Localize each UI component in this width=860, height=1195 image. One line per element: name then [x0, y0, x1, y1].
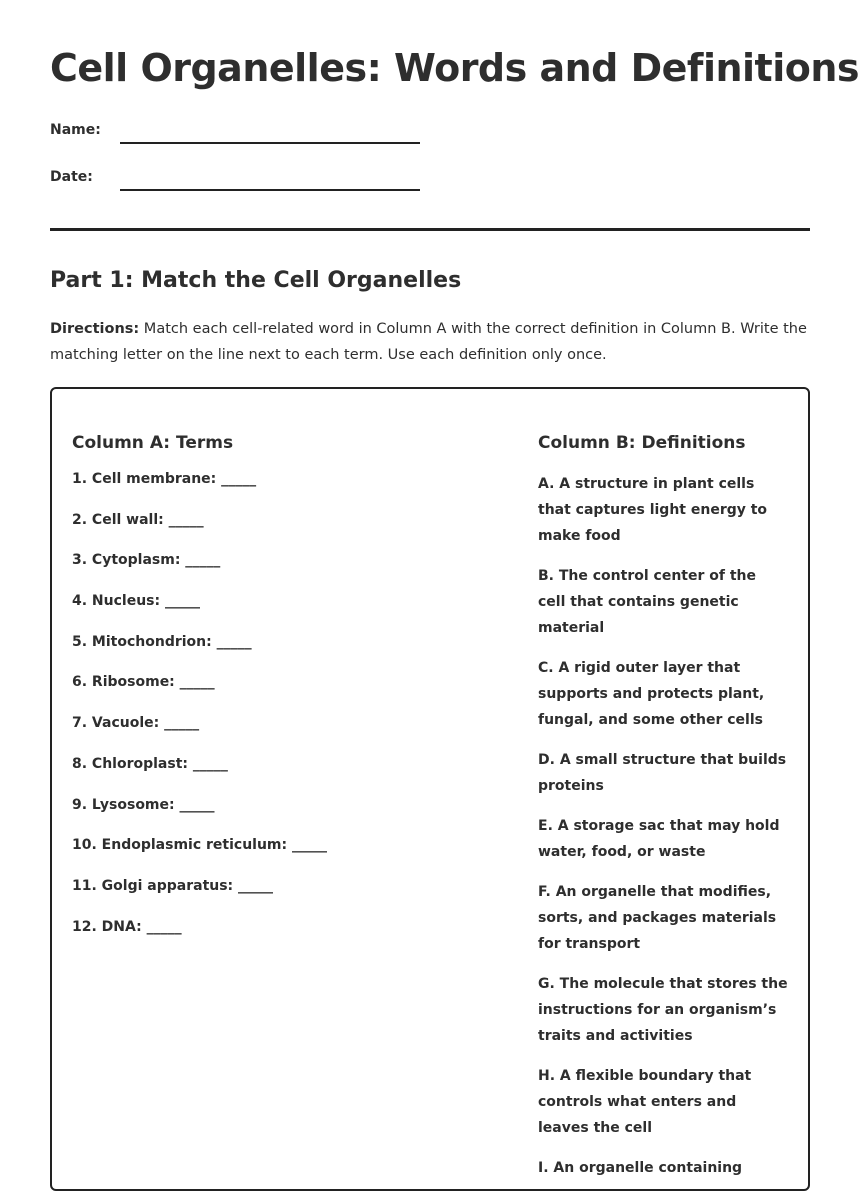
definition-item: A. A structure in plant cells that captures light energy to make food	[538, 476, 768, 544]
name-line[interactable]	[120, 142, 420, 144]
term-item[interactable]: 2. Cell wall: _____	[72, 511, 204, 528]
term-item[interactable]: 1. Cell membrane: _____	[72, 471, 257, 487]
definition-item: C. A rigid outer layer that supports and protects plant, fungal, and some other cells	[538, 660, 765, 728]
term-item[interactable]: 5. Mitochondrion: _____	[72, 633, 252, 650]
matching-box	[50, 387, 810, 1191]
definition-item: D. A small structure that builds proteins	[538, 752, 787, 794]
date-line[interactable]	[120, 189, 420, 191]
term-item[interactable]: 3. Cytoplasm: _____	[72, 552, 221, 569]
directions	[50, 316, 810, 368]
definition-item: B. The control center of the cell that contains genetic material	[538, 568, 756, 636]
column-a-title: Column A: Terms	[72, 433, 234, 453]
term-item[interactable]: 4. Nucleus: _____	[72, 593, 200, 610]
definition-item: H. A flexible boundary that controls what enters and leaves the cell	[538, 1068, 752, 1136]
header-divider	[50, 228, 810, 231]
term-item[interactable]: 8. Chloroplast: _____	[72, 755, 228, 772]
term-item[interactable]: 12. DNA: _____	[72, 918, 182, 935]
page-title: Cell Organelles: Words and Definitions	[50, 46, 860, 90]
part1-heading: Part 1: Match the Cell Organelles	[50, 268, 462, 293]
definition-item: E. A storage sac that may hold water, food, or waste	[538, 818, 780, 860]
directions-label: Directions:	[50, 321, 140, 337]
term-item[interactable]: 9. Lysosome: _____	[72, 796, 215, 813]
name-label: Name:	[50, 122, 101, 138]
column-b	[538, 433, 788, 1195]
definition-item: F. An organelle that modifies, sorts, and packages materials for transport	[538, 884, 777, 952]
date-label: Date:	[50, 169, 93, 185]
column-b-title: Column B: Definitions	[538, 433, 746, 453]
term-item[interactable]: 11. Golgi apparatus: _____	[72, 877, 274, 894]
term-item[interactable]: 6. Ribosome: _____	[72, 674, 215, 691]
column-a	[72, 433, 492, 959]
definition-item: G. The molecule that stores the instructions for an organism’s traits and activities	[538, 976, 788, 1044]
directions-text: Match each cell-related word in Column A with the correct definition in Column B. Write the matching letter on the line next to each term. Use each definition only once.	[50, 321, 807, 363]
term-item[interactable]: 7. Vacuole: _____	[72, 715, 200, 732]
term-item[interactable]: 10. Endoplasmic reticulum: _____	[72, 837, 327, 854]
definition-item: I. An organelle containing	[538, 1160, 743, 1176]
